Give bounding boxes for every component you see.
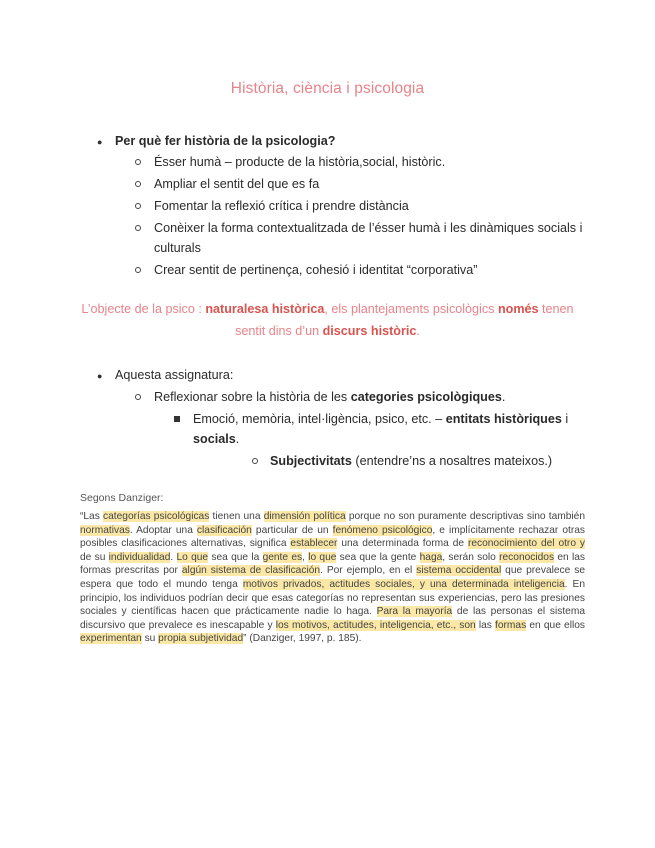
highlighted-text: normativas	[80, 524, 130, 536]
highlighted-text: Lo que	[176, 551, 209, 563]
bullet-circle	[135, 181, 141, 187]
highlighted-text: haga	[419, 551, 443, 563]
highlighted-text: lo que	[308, 551, 337, 563]
section2-item-continuation	[193, 429, 239, 449]
highlighted-text: dimensión política	[263, 511, 346, 522]
quote-text: , e implícitamente rechazar otras posibles clasificaciones alternativas, significa	[80, 524, 586, 550]
section1-item: Ésser humà – producte de la història,social, històric.	[154, 155, 446, 169]
quote-text: “Las	[80, 511, 104, 522]
quote-text: , serán solo	[442, 551, 500, 563]
section1-item: Ampliar el sentit del que es fa	[154, 177, 320, 191]
emphasis: entitats històriques	[445, 412, 562, 426]
text: .	[501, 390, 506, 404]
highlighted-text: formas	[495, 619, 527, 631]
bullet-circle	[135, 225, 141, 231]
highlighted-text: sistema occidental	[416, 565, 502, 577]
bullet-circle	[135, 394, 141, 400]
quote-text: su	[141, 633, 159, 645]
highlighted-text: reconocimiento del otro y	[467, 538, 585, 550]
quote-text: una determinada forma de	[337, 538, 468, 550]
highlighted-text: gente es	[262, 551, 303, 563]
quote-text: de su	[80, 551, 109, 563]
section1-heading: Per què fer història de la psicologia?	[115, 134, 336, 148]
quote-text: en las formas prescritas por	[80, 551, 585, 577]
bullet-disc: ●	[97, 371, 103, 381]
section1-item: Crear sentit de pertinença, cohesió i identitat “corporativa”	[154, 263, 478, 277]
quote-text: sea que la	[208, 551, 263, 563]
quote-text: que prevalece se espera que todo el mundo tenga	[80, 565, 586, 590]
highlighted-text: Para la mayoría	[376, 606, 453, 618]
highlighted-text: establecer	[290, 538, 338, 550]
section2-item	[193, 409, 568, 429]
section1-item: Fomentar la reflexió crítica i prendre distància	[154, 199, 409, 213]
bullet-square	[174, 416, 180, 422]
quote-text: tienen una	[209, 511, 264, 522]
highlighted-text: fenómeno psicológico	[332, 524, 433, 536]
text: tenen	[538, 302, 574, 316]
quote-text: . En principio, los individuos podrían decir que esas categorías no representan sus experiencias, pero las presiones sociales y científicas hacen que prácticamente nadie lo haga.	[80, 578, 586, 618]
quote-label: Segons Danziger:	[80, 492, 164, 504]
highlighted-text: individualidad	[108, 551, 171, 563]
text: .	[416, 324, 420, 338]
text: sentit dins d’un	[235, 324, 323, 338]
text: i	[561, 412, 569, 426]
highlighted-text: experimentan	[80, 633, 142, 645]
section2-subitem2	[270, 451, 552, 471]
quote-text: las	[475, 619, 496, 631]
quote-text: porque no son puramente descriptivas sino también	[345, 511, 586, 522]
quote-text: en que ellos	[526, 619, 585, 631]
quote-text: particular de un	[251, 524, 333, 536]
quote-text: sea que la gente	[336, 551, 420, 563]
text: L’objecte de la psico :	[81, 302, 206, 316]
text: (entendre’ns a nosaltres mateixos.)	[351, 454, 553, 468]
emphasis: socials	[193, 432, 236, 446]
text: , els plantejaments psicològics	[324, 302, 498, 316]
highlighted-text: categorías psicológicas	[103, 511, 210, 522]
bullet-circle	[135, 159, 141, 165]
bullet-circle	[135, 203, 141, 209]
text: Reflexionar sobre la història de les	[154, 390, 351, 404]
object-note-line1	[0, 302, 655, 316]
highlighted-text: motivos privados, actitudes sociales, y una determinada inteligencia	[242, 578, 565, 590]
section2-heading: Aquesta assignatura:	[115, 368, 234, 382]
quote-text: . Por ejemplo, en el	[320, 565, 417, 577]
bullet-circle	[135, 267, 141, 273]
highlighted-text: algún sistema de clasificación	[181, 565, 321, 577]
emphasis: Subjectivitats	[270, 454, 352, 468]
object-note-line2	[0, 324, 655, 338]
highlighted-text: propia subjetividad	[158, 633, 244, 645]
emphasis: categories psicològiques	[350, 390, 502, 404]
text: Emoció, memòria, intel·ligència, psico, etc. –	[193, 412, 446, 426]
bullet-disc: ●	[97, 137, 103, 147]
quote-text: ,	[302, 551, 309, 563]
quote-text: de las personas el sistema discursivo que prevalece es inescapable y	[80, 606, 585, 631]
section1-item-continuation: culturals	[154, 241, 201, 255]
quote-text: .	[170, 551, 177, 563]
text: .	[235, 432, 240, 446]
danziger-quote	[80, 510, 585, 646]
emphasis: només	[497, 302, 539, 316]
section2-subitem	[154, 387, 505, 407]
quote-text: . Adoptar una	[129, 524, 197, 536]
emphasis: naturalesa històrica	[205, 302, 325, 316]
section1-item: Conèixer la forma contextualitzada de l’ésser humà i les dinàmiques socials i	[154, 221, 583, 235]
highlighted-text: clasificación	[196, 524, 252, 536]
quote-text: ” (Danziger, 1997, p. 185).	[243, 633, 362, 645]
emphasis: discurs històric	[322, 324, 417, 338]
highlighted-text: reconocidos	[499, 551, 555, 563]
highlighted-text: los motivos, actitudes, inteligencia, etc., son	[275, 619, 476, 631]
page-title: Història, ciència i psicologia	[230, 80, 425, 97]
bullet-circle	[252, 458, 258, 464]
